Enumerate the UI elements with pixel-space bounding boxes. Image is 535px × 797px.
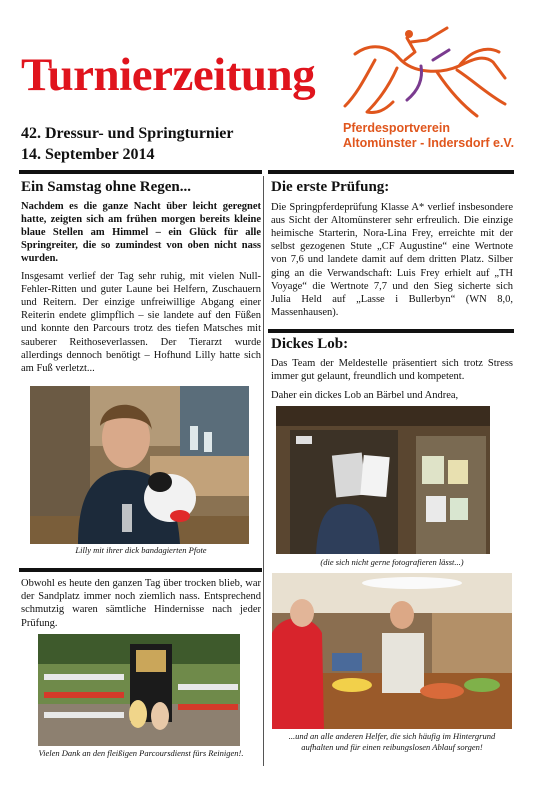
right-article-2	[271, 336, 513, 402]
event-date: 14. September 2014	[21, 146, 155, 163]
left-article-2	[21, 577, 261, 630]
photo-meldestelle	[276, 406, 490, 554]
right-headline1: Die erste Prüfung:	[271, 179, 390, 195]
section-rule-right	[268, 329, 514, 333]
column-divider	[263, 176, 264, 766]
club-logo-horse-rider-icon	[337, 20, 519, 128]
right-headline2: Dickes Lob:	[271, 336, 349, 352]
photo1-caption: Lilly mit ihrer dick bandagierten Pfote	[75, 545, 207, 555]
photo3-caption: (die sich nicht gerne fotografieren lässt...)	[320, 557, 464, 567]
photo-lilly-dog	[30, 386, 249, 544]
left-article	[21, 179, 261, 375]
newspaper-title: Turnierzeitung	[21, 49, 316, 101]
column-rule-left	[19, 170, 262, 174]
right-body1: Die Springpferdeprüfung Klasse A* verlief insbesondere aus Sicht der Altomünsterer sehr erfreulich. Die einzige heimische Starterin, Nora-Lina Frey, erreichte mit der selbst gezogenen Stute „CF Augustine“ eine Wertnote von 7,6 und landete damit auf dem dritten Platz. Silber ging an die Verwandschaft: Luis Frey erhielt auf „TH Voyage“ die Wertnote 7,7 und den Sieg sicherte sich Julia Held auf „Lasse i Bullerbyn“ (WN 8,0, Massenhausen).	[271, 201, 513, 319]
left-body: Insgesamt verlief der Tag sehr ruhig, mit vielen Null-Fehler-Ritten und guter Laune bei Helfern, Zuschauern und Reitern. Der einzige unfreiwillige Abgang einer Reiterin endete glimpflich – sie landete auf den Füßen und konnte den Parcours trotz des tiefen Matsches mit sauberer Reithoseverlassen. Der Tierarzt wurde allerdings dennoch benötigt – Hofhund Lilly hatte sich am Fuß verletzt...	[21, 270, 261, 374]
right-body2: Das Team der Meldestelle präsentiert sich trotz Stress immer gut gelaunt, freundlich und kompetent.	[271, 357, 513, 382]
column-rule-right	[268, 170, 514, 174]
photo-kitchen-helpers	[272, 573, 512, 729]
club-name-line1: Pferdesportverein	[343, 121, 450, 135]
photo2-caption: Vielen Dank an den fleißigen Parcoursdienst fürs Reinigen!.	[38, 748, 244, 758]
section-rule-left	[19, 568, 262, 572]
right-article-1	[271, 179, 513, 319]
photo-parcours-cleaning	[38, 634, 240, 746]
left-headline: Ein Samstag ohne Regen...	[21, 179, 192, 195]
photo4-caption: ...und an alle anderen Helfer, die sich häufig im Hintergrund aufhalten und für einen reibungslosen Ablauf sorgen!	[288, 731, 496, 752]
event-name: 42. Dressur- und Springturnier	[21, 125, 234, 142]
left-lead: Nachdem es die ganze Nacht über leicht geregnet hatte, zeigten sich am frühen morgen bereits kleine blaue Stellen am Himmel – ein Glück für alle Springreiter, die so zumindest von oben nicht nass wurden.	[21, 200, 261, 265]
club-name-line2: Altomünster - Indersdorf e.V.	[343, 136, 515, 150]
right-body3: Daher ein dickes Lob an Bärbel und Andrea,	[271, 389, 459, 401]
left-body2: Obwohl es heute den ganzen Tag über trocken blieb, war der Sandplatz immer noch ziemlich nass. Entsprechend schmutzig waren sämtliche Hindernisse nach jeder Prüfung.	[21, 578, 261, 629]
